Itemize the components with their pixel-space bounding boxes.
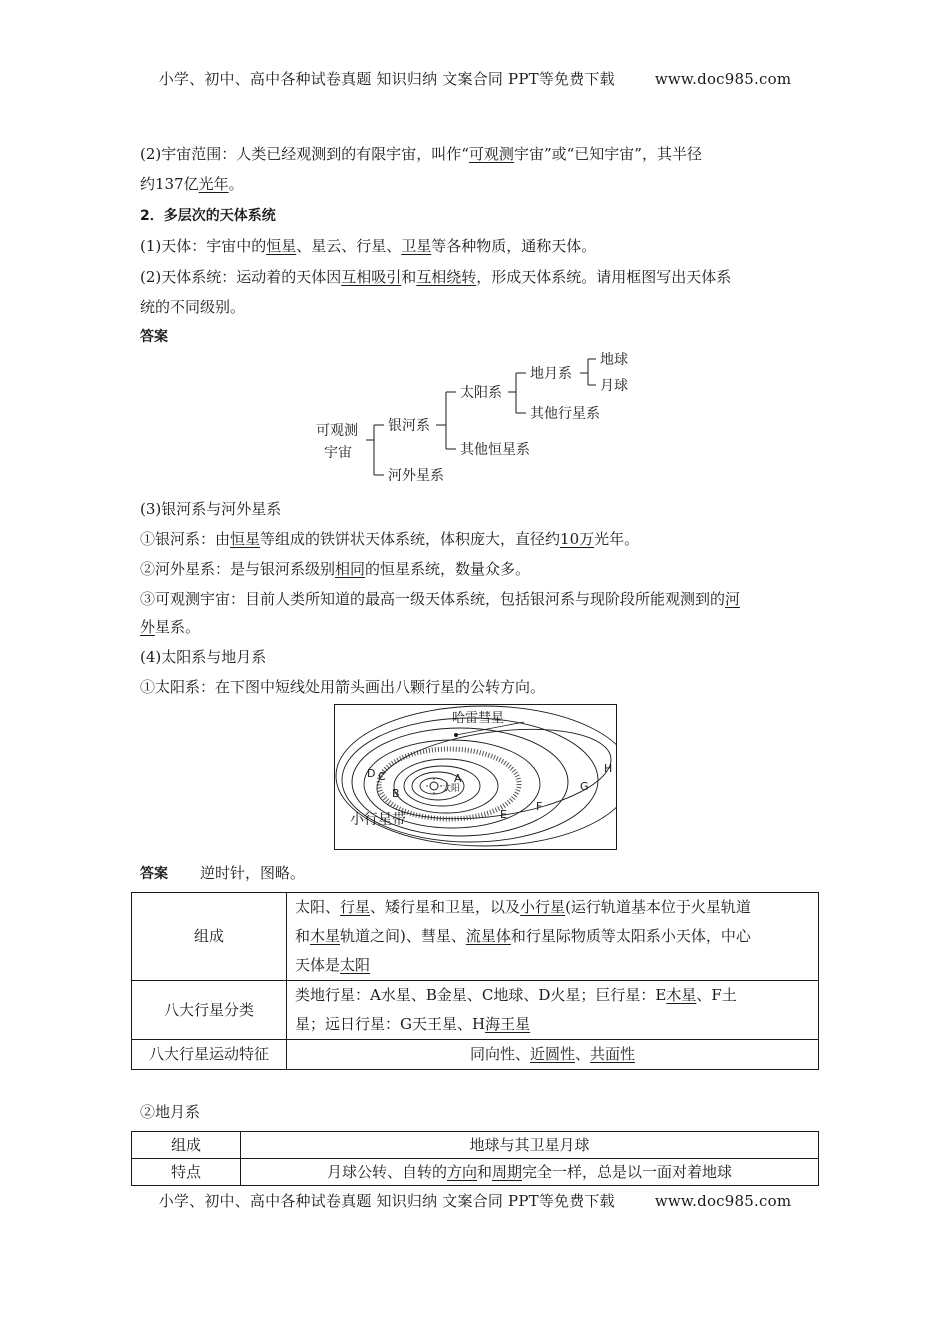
footer-text: 小学、初中、高中各种试卷真题 知识归纳 文案合同 PPT等免费下载: [158, 1192, 615, 1210]
comet-label: 哈雷彗星: [452, 711, 505, 726]
row-label-composition-2: 组成: [132, 1132, 241, 1159]
planet-label-h: H: [604, 762, 613, 775]
answer-label: 答案: [140, 329, 168, 345]
footer-site[interactable]: www.doc985.com: [654, 1192, 792, 1210]
universe-range-line1: (2)宇宙范围：人类已经观测到的有限宇宙，叫作“可观测宇宙”或“已知宇宙”，其半径: [140, 145, 702, 163]
page-footer: [0, 1190, 950, 1211]
table-row: [132, 1159, 819, 1186]
motion-cell: 同向性、近圆性、共面性: [287, 1040, 819, 1070]
solar-system-figure: [334, 704, 617, 850]
earth-moon-features: 月球公转、自转的方向和周期完全一样，总是以一面对着地球: [241, 1159, 819, 1186]
tree-extragalactic: 河外星系: [388, 468, 444, 484]
header-site[interactable]: www.doc985.com: [654, 70, 792, 88]
tree-root-line2: 宇宙: [324, 445, 352, 461]
tree-root-line1: 可观测: [316, 423, 358, 439]
solar-system-table: [131, 892, 819, 1070]
planet-label-f: F: [536, 800, 543, 813]
solar-system-heading: (4)太阳系与地月系: [140, 648, 267, 666]
planet-label-e: E: [500, 808, 507, 821]
celestial-hierarchy-diagram: [300, 345, 660, 495]
planet-label-a: A: [454, 772, 462, 785]
solar-system-task: ①太阳系：在下图中短线处用箭头画出八颗行星的公转方向。: [140, 678, 546, 696]
answer-2: 答案 逆时针，图略。: [140, 864, 306, 882]
extragalactic-def: ②河外星系：是与银河系级别相同的恒星系统，数量众多。: [140, 560, 531, 578]
table-row: [132, 893, 819, 981]
celestial-system-def: (2)天体系统：运动着的天体因互相吸引和互相绕转，形成天体系统。请用框图写出天体系: [140, 268, 732, 286]
galaxy-def: ①银河系：由恒星等组成的铁饼状天体系统，体积庞大，直径约10万光年。: [140, 530, 640, 548]
earth-moon-table: [131, 1131, 819, 1186]
planet-label-g: G: [580, 780, 589, 793]
table-row: [132, 1132, 819, 1159]
composition-cell: 太阳、行星、矮行星和卫星，以及小行星(运行轨道基本位于火星轨道 和木星轨道之间)、彗星、流星体和行星际物质等太阳系小天体，中心 天体是太阳: [287, 893, 819, 981]
planet-label-d: D: [367, 767, 376, 780]
tree-other-planets: 其他行星系: [530, 406, 600, 422]
earth-moon-heading: ②地月系: [140, 1103, 201, 1121]
tree-earth-moon: 地月系: [530, 366, 572, 382]
sun-label: 太阳: [442, 784, 461, 794]
celestial-system-def-2: 统的不同级别。: [140, 298, 246, 316]
observable-universe-def-2: 外星系。: [140, 618, 201, 636]
row-label-composition: 组成: [132, 893, 287, 981]
row-label-features: 特点: [132, 1159, 241, 1186]
tree-solar: 太阳系: [460, 385, 502, 401]
tree-other-stars: 其他恒星系: [460, 442, 530, 458]
row-label-motion: 八大行星运动特征: [132, 1040, 287, 1070]
galaxy-heading: (3)银河系与河外星系: [140, 500, 282, 518]
observable-universe-def: ③可观测宇宙：目前人类所知道的最高一级天体系统，包括银河系与现阶段所能观测到的河: [140, 590, 741, 608]
header-text: 小学、初中、高中各种试卷真题 知识归纳 文案合同 PPT等免费下载: [158, 70, 615, 88]
page-header: [0, 68, 950, 89]
planet-label-c: C: [378, 770, 386, 783]
tree-earth: 地球: [600, 352, 628, 368]
classification-cell: 类地行星：A水星、B金星、C地球、D火星；巨行星：E木星、F土 星；远日行星：G天王星、H海王星: [287, 981, 819, 1040]
asteroid-belt-label: 小行星带: [350, 812, 406, 828]
table-row: [132, 981, 819, 1040]
planet-label-b: B: [392, 787, 400, 800]
row-label-classification: 八大行星分类: [132, 981, 287, 1040]
tree-moon: 月球: [600, 378, 628, 394]
tree-galaxy: 银河系: [388, 418, 430, 434]
table-row: [132, 1040, 819, 1070]
section-heading: 2．多层次的天体系统: [140, 208, 276, 224]
celestial-body-def: (1)天体：宇宙中的恒星、星云、行星、卫星等各种物质，通称天体。: [140, 237, 597, 255]
universe-range-line2: 约137亿光年。: [140, 175, 244, 193]
earth-moon-composition: 地球与其卫星月球: [241, 1132, 819, 1159]
